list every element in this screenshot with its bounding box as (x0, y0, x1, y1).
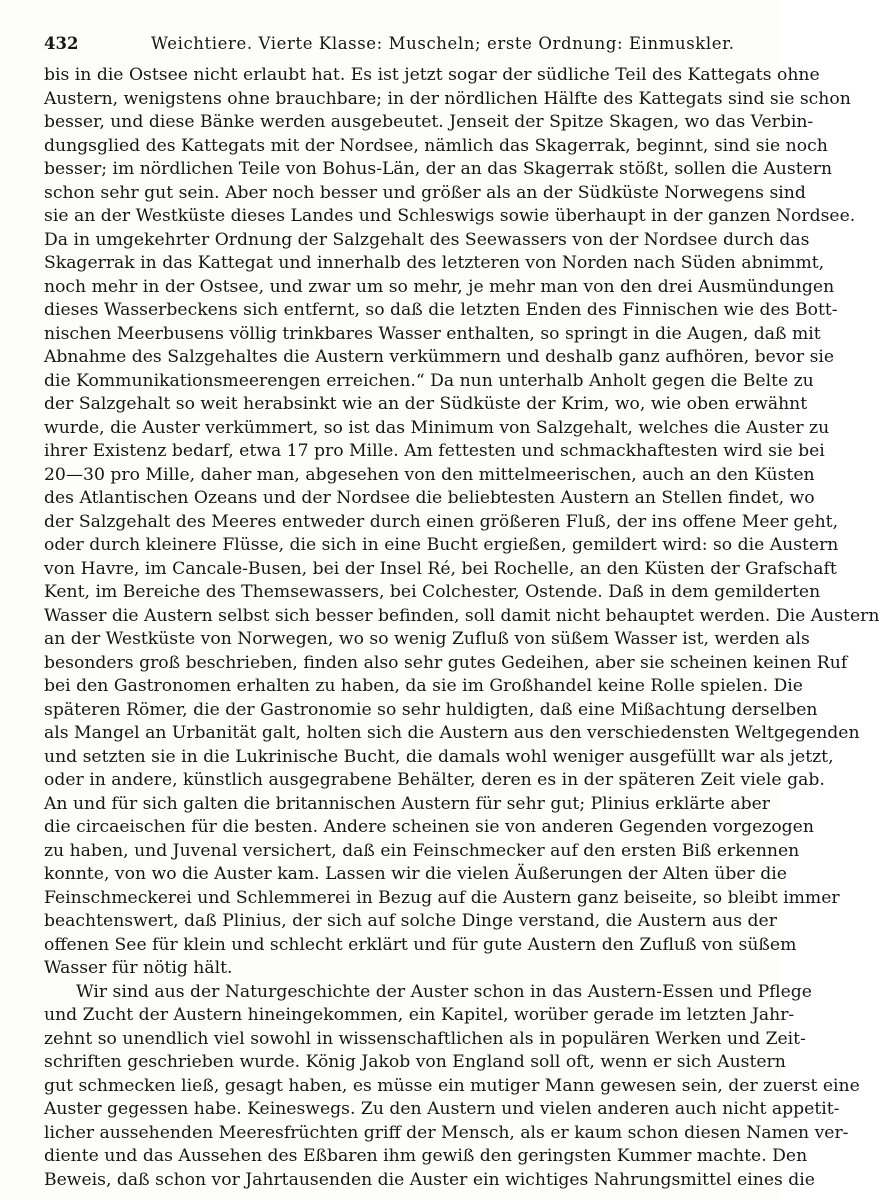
text-line: an der Westküste von Norwegen, wo so wenig Zufluß von süßem Wasser ist, werden als (44, 629, 810, 649)
text-line: beachtenswert, daß Plinius, der sich auf solche Dinge verstand, die Austern aus der (44, 911, 777, 931)
text-line: Feinschmeckerei und Schlemmerei in Bezug auf die Austern ganz beiseite, so bleibt immer (44, 887, 840, 908)
text-line: besser; im nördlichen Teile von Bohus-Län, der an das Skagerrak stößt, sollen die Austern (44, 159, 833, 179)
running-head: Weichtiere. Vierte Klasse: Muscheln; erste Ordnung: Einmuskler. (151, 34, 735, 53)
text-line: Da in umgekehrter Ordnung der Salzgehalt des Seewassers von der Nordsee durch das (44, 229, 810, 250)
text-line: Kent, im Bereiche des Themsewassers, bei Colchester, Ostende. Daß in dem gemilderten (44, 582, 821, 602)
text-line: diente und das Aussehen des Eßbaren ihm gewiß den geringsten Kummer machte. Den (44, 1146, 808, 1166)
text-line: wurde, die Auster verkümmert, so ist das Minimum von Salzgehalt, welches die Auster zu (44, 417, 830, 438)
text-line: des Atlantischen Ozeans und der Nordsee die beliebtesten Austern an Stellen findet, wo (44, 488, 815, 508)
text-line: Wasser für nötig hält. (44, 958, 233, 978)
text-line: zehnt so unendlich viel sowohl in wissenschaftlichen als in populären Werken und Zeit- (44, 1028, 806, 1049)
text-line: konnte, von wo die Auster kam. Lassen wir die vielen Äußerungen der Alten über die (44, 864, 787, 884)
text-line: An und für sich galten die britannischen Austern für sehr gut; Plinius erklärte aber (44, 793, 770, 814)
text-line: und setzten sie in die Lukrinische Bucht, die damals wohl weniger ausgefüllt war als jetzt, (44, 746, 834, 767)
text-line: und Zucht der Austern hineingekommen, ein Kapitel, worüber gerade im letzten Jahr- (44, 1005, 795, 1025)
text-line: besser, und diese Bänke werden ausgebeutet. Jenseit der Spitze Skagen, wo das Verbin- (44, 112, 814, 132)
text-line: die circaeischen für die besten. Andere scheinen sie von anderen Gegenden vorgezogen (44, 817, 814, 837)
text-line: nischen Meerbusens völlig trinkbares Wasser enthalten, so springt in die Augen, daß mit (44, 323, 821, 344)
text-line: dungsglied des Kattegats mit der Nordsee, nämlich das Skagerrak, beginnt, sind sie noch (44, 135, 828, 156)
page-number: 432 (44, 34, 79, 53)
text-line: die Kommunikationsmeerengen erreichen.“ Da nun unterhalb Anholt gegen die Belte zu (44, 370, 814, 391)
text-line: schriften geschrieben wurde. König Jakob von England soll oft, wenn er sich Austern (44, 1052, 786, 1072)
text-line: späteren Römer, die der Gastronomie so sehr huldigten, daß eine Mißachtung derselben (44, 699, 818, 720)
text-line: offenen See für klein und schlecht erklärt und für gute Austern den Zufluß von süßem (44, 934, 797, 955)
text-line: sie an der Westküste dieses Landes und Schleswigs sowie überhaupt in der ganzen Nordsee. (44, 206, 856, 226)
text-line: Wir sind aus der Naturgeschichte der Auster schon in das Austern-Essen und Pflege (76, 981, 812, 1002)
text-line: bis in die Ostsee nicht erlaubt hat. Es ist jetzt sogar der südliche Teil des Kattegats ohne (44, 65, 820, 85)
text-line: Wasser die Austern selbst sich besser befinden, soll damit nicht behauptet werden. Die Austern (44, 605, 879, 626)
text-line: schon sehr gut sein. Aber noch besser und größer als an der Südküste Norwegens sind (44, 182, 806, 203)
text-line: 20—30 pro Mille, daher man, abgesehen von den mittelmeerischen, auch an den Küsten (44, 464, 815, 485)
text-line: Beweis, daß schon vor Jahrtausenden die Auster ein wichtiges Nahrungsmittel eines die (44, 1169, 815, 1190)
text-line: licher aussehenden Meeresfrüchten griff der Mensch, als er kaum schon diesen Namen ver- (44, 1122, 849, 1143)
text-line: besonders groß beschrieben, finden also sehr gutes Gedeihen, aber sie scheinen keinen Ruf (44, 652, 848, 673)
body-text (44, 64, 879, 1192)
text-line: der Salzgehalt des Meeres entweder durch einen größeren Fluß, der ins offene Meer geht, (44, 511, 839, 532)
text-line: ihrer Existenz bedarf, etwa 17 pro Mille. Am fettesten und schmackhaftesten wird sie bei (44, 441, 825, 461)
text-line: noch mehr in der Ostsee, und zwar um so mehr, je mehr man von den drei Ausmündungen (44, 276, 835, 297)
text-line: oder durch kleinere Flüsse, die sich in eine Bucht ergießen, gemildert wird: so die Austern (44, 535, 839, 555)
text-line: Abnahme des Salzgehaltes die Austern verkümmern und deshalb ganz aufhören, bevor sie (44, 347, 835, 367)
text-line: Auster gegessen habe. Keineswegs. Zu den Austern und vielen anderen auch nicht appetit- (44, 1099, 840, 1119)
text-line: als Mangel an Urbanität galt, holten sich die Austern aus den verschiedensten Weltgegenden (44, 723, 860, 743)
text-line: zu haben, und Juvenal versichert, daß ein Feinschmecker auf den ersten Biß erkennen (44, 840, 800, 861)
page-header (44, 32, 744, 56)
text-line: der Salzgehalt so weit herabsinkt wie an der Südküste der Krim, wo, wie oben erwähnt (44, 394, 808, 414)
text-line: dieses Wasserbeckens sich entfernt, so daß die letzten Enden des Finnischen wie des Bott- (44, 300, 838, 320)
text-line: von Havre, im Cancale-Busen, bei der Insel Ré, bei Rochelle, an den Küsten der Grafschaft (44, 558, 837, 579)
text-line: oder in andere, künstlich ausgegrabene Behälter, deren es in der späteren Zeit viele gab. (44, 770, 825, 790)
text-line: gut schmecken ließ, gesagt haben, es müsse ein mutiger Mann gewesen sein, der zuerst eine (44, 1075, 860, 1096)
text-line: bei den Gastronomen erhalten zu haben, da sie im Großhandel keine Rolle spielen. Die (44, 676, 803, 696)
text-line: Austern, wenigstens ohne brauchbare; in der nördlichen Hälfte des Kattegats sind sie schon (44, 88, 851, 109)
text-line: Skagerrak in das Kattegat und innerhalb des letzteren von Norden nach Süden abnimmt, (44, 253, 825, 273)
